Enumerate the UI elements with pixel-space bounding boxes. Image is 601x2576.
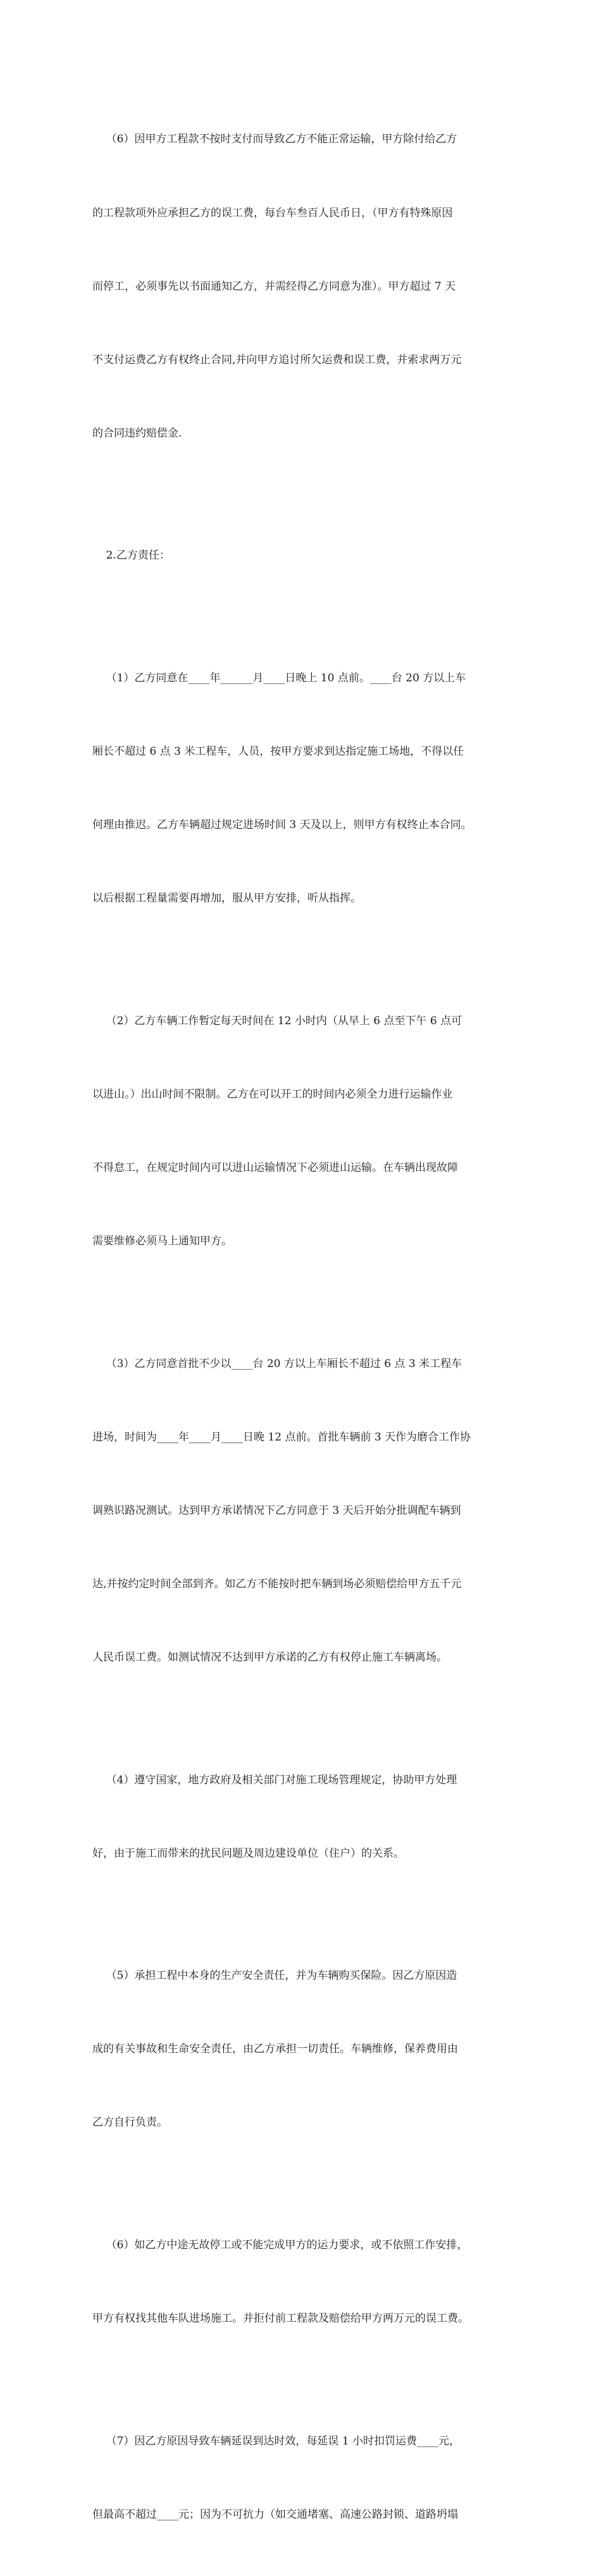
text-line: 调熟识路况测试。达到甲方承诺情况下乙方同意于 3 天后开始分批调配车辆到 — [92, 1504, 461, 1517]
section-heading-yi-responsibility — [92, 495, 510, 617]
text-line: （6）因甲方工程款不按时支付而导致乙方不能正常运输，甲方除付给乙方 — [92, 133, 457, 146]
heading-line: 2.乙方责任： — [92, 549, 170, 562]
text-line: 厢长不超过 6 点 3 米工程车，人员，按甲方要求到达指定施工场地，不得以任 — [92, 745, 464, 758]
text-line: 以后根据工程量需要再增加，服从甲方安排，听从指挥。 — [92, 892, 361, 905]
paragraph-jia-responsibility-6 — [92, 78, 510, 495]
text-line: （3）乙方同意首批不少以____台 20 方以上车厢长不超过 6 点 3 米工程车 — [92, 1357, 462, 1370]
text-line: （2）乙方车辆工作暂定每天时间在 12 小时内（从早上 6 点至下午 6 点可 — [92, 1014, 462, 1027]
text-line: 甲方有权找其他车队进场施工。并拒付前工程款及赔偿给甲方两万元的误工费。 — [92, 2312, 469, 2325]
text-line: 人民币误工费。如测试情况不达到甲方承诺的乙方有权停止施工车辆离场。 — [92, 1651, 447, 1664]
text-line: （4）遵守国家，地方政府及相关部门对施工现场管理规定，协助甲方处理 — [92, 1773, 457, 1786]
text-line: 而停工，必须事先以书面通知乙方，并需经得乙方同意为准）。甲方超过 7 天 — [92, 280, 456, 293]
paragraph-yi-responsibility-3 — [92, 1303, 510, 1719]
text-line: 达,并按约定时间全部到齐。如乙方不能按时把车辆到场必须赔偿给甲方五千元 — [92, 1577, 462, 1590]
text-line: 需要维修必须马上通知甲方。 — [92, 1235, 232, 1248]
paragraph-yi-responsibility-1 — [92, 617, 510, 960]
text-line: 但最高不超过____元；因为不可抗力（如交通堵塞、高速公路封锁、道路坍塌 — [92, 2508, 458, 2521]
paragraph-yi-responsibility-5 — [92, 1915, 510, 2184]
paragraph-yi-responsibility-2 — [92, 960, 510, 1303]
text-line: 成的有关事故和生命安全责任，由乙方承担一切责任。车辆维修，保养费用由 — [92, 2043, 458, 2056]
text-line: 乙方自行负责。 — [92, 2116, 168, 2129]
text-line: （7）因乙方原因导致车辆延误到达时效，每延误 1 小时扣罚运费____元， — [92, 2434, 461, 2448]
text-line: 的合同违约赔偿金. — [92, 426, 182, 440]
text-line: （1）乙方同意在____年______月____日晚上 10 点前。____台 20 方以上车 — [92, 671, 466, 684]
text-line: 的工程款项外应承担乙方的误工费，每台车叁百人民币日，（甲方有特殊原因 — [92, 206, 453, 220]
text-line: 不支付运费乙方有权终止合同,并向甲方追讨所欠运费和误工费，并索求两万元 — [92, 353, 462, 366]
text-line: （6）如乙方中途无故停工或不能完成甲方的运力要求，或不依照工作安排， — [92, 2238, 468, 2251]
paragraph-yi-responsibility-7 — [92, 2380, 510, 2576]
text-line: 不得怠工，在规定时间内可以进山运输情况下必须进山运输。在车辆出现故障 — [92, 1161, 458, 1174]
paragraph-yi-responsibility-4 — [92, 1719, 510, 1915]
document-body — [92, 78, 510, 2576]
text-line: 何理由推迟。乙方车辆超过规定进场时间 3 天及以上，则甲方有权终止本合同。 — [92, 819, 472, 832]
text-line: （5）承担工程中本身的生产安全责任，并为车辆购买保险。因乙方原因造 — [92, 1969, 457, 1983]
text-line: 进场，时间为____年____月____日晚 12 点前。首批车辆前 3 天作为磨合工作协 — [92, 1430, 471, 1444]
text-line: 好，由于施工而带来的扰民问题及周边建设单位（住户）的关系。 — [92, 1847, 404, 1860]
paragraph-yi-responsibility-6 — [92, 2184, 510, 2380]
text-line: 以进山。）出山时间不限制。乙方在可以开工的时间内必须全力进行运输作业 — [92, 1087, 453, 1101]
